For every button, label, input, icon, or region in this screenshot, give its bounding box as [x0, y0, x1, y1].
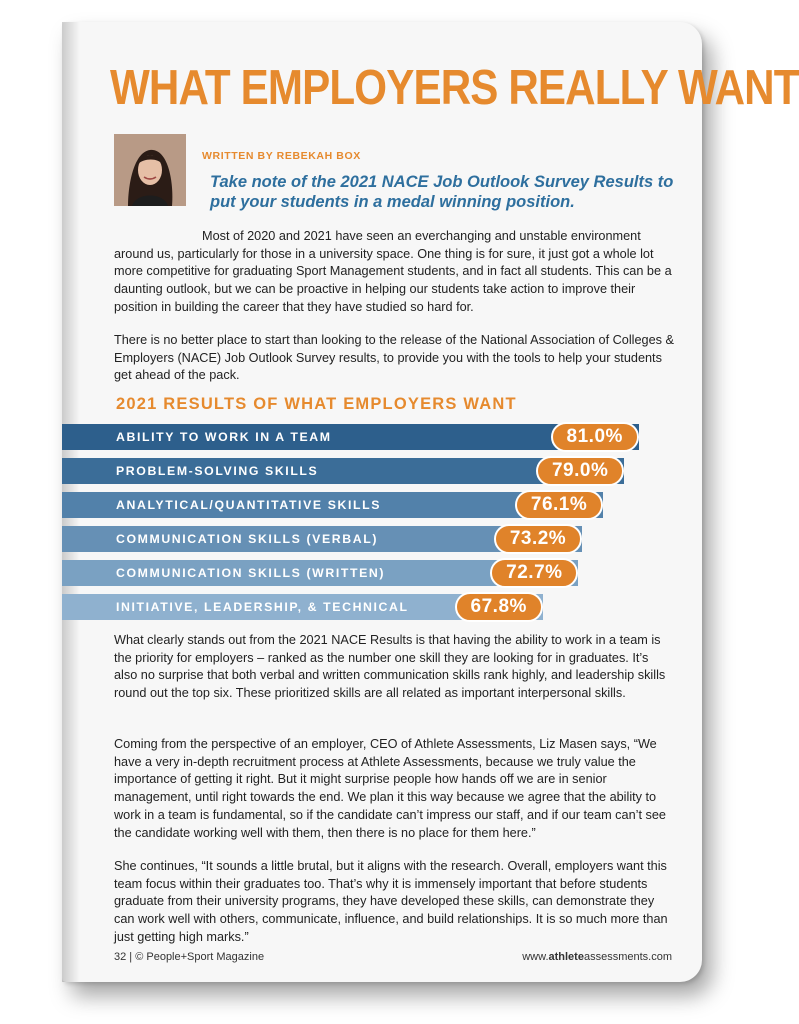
bar-label: COMMUNICATION SKILLS (WRITTEN) — [116, 566, 386, 580]
paragraph-text: She continues, “It sounds a little brutal, but it aligns with the research. Overall, employers want this team focus within their graduates too. That’s why it is immensely important that before students graduate from their university programs, they have developed these skills, can demonstrate they can work well with others, communicate, influence, and build relationships. It is so much more than just getting high marks.” — [114, 859, 668, 944]
bar-label: COMMUNICATION SKILLS (VERBAL) — [116, 532, 379, 546]
footer-page-credit: 32 | © People+Sport Magazine — [114, 951, 265, 963]
paragraph-nace — [114, 332, 674, 385]
bar-value-label: 81.0% — [551, 422, 639, 452]
footer-url-brand: athlete — [548, 951, 584, 963]
paragraph-text: Coming from the perspective of an employer, CEO of Athlete Assessments, Liz Masen says, “We have a very in-depth recruitment process at Athlete Assessments, because we truly value the importance of getting it right. But it might surprise people how hands off we are in senior management, until right towards the end. We plan it this way because we agree that the ability to work in a team is fundamental, so if the candidate can’t impress our staff, and if our team can’t see the candidate working well with them, then there is no place for them here.” — [114, 737, 666, 840]
bar-row — [62, 458, 624, 484]
author-portrait-icon — [114, 134, 186, 206]
paragraph-conclusion — [114, 858, 674, 947]
footer-url-prefix: www. — [522, 951, 549, 963]
bar-label: ABILITY TO WORK IN A TEAM — [116, 430, 332, 444]
bar-value-label: 76.1% — [515, 490, 603, 520]
bar-row — [62, 594, 543, 620]
chart-title: 2021 RESULTS OF WHAT EMPLOYERS WANT — [116, 395, 517, 413]
author-photo — [114, 134, 186, 206]
magazine-page — [62, 22, 799, 982]
bar-row — [62, 560, 578, 586]
bar-value-label: 67.8% — [455, 592, 543, 622]
paragraph-quote — [114, 736, 674, 842]
bar-label: INITIATIVE, LEADERSHIP, & TECHNICAL — [116, 600, 409, 614]
paragraph-text: There is no better place to start than looking to the release of the National Association of Colleges & Employers (NACE) Job Outlook Survey results, to provide you with the tools to help your students get ahead of the pack. — [114, 333, 674, 383]
bar-value-label: 79.0% — [536, 456, 624, 486]
bar-label: ANALYTICAL/QUANTITATIVE SKILLS — [116, 498, 382, 512]
paragraph-text: What clearly stands out from the 2021 NACE Results is that having the ability to work in a team is the priority for employers – ranked as the number one skill they are looking for in graduates. It’s also no surprise that both verbal and written communication skills rank highly, and leadership skills round out the top six. These prioritized skills are all related as important interpersonal skills. — [114, 633, 666, 701]
bar-row — [62, 424, 639, 450]
bar-value-label: 72.7% — [490, 558, 578, 588]
footer-website-link[interactable] — [522, 951, 672, 963]
bar-row — [62, 526, 582, 552]
paragraph-intro — [114, 228, 674, 317]
byline: WRITTEN BY REBEKAH BOX — [202, 150, 361, 162]
paragraph-analysis — [114, 632, 674, 703]
footer-url-suffix: assessments.com — [583, 951, 672, 963]
paragraph-text: Most of 2020 and 2021 have seen an everchanging and unstable environment around us, particularly for those in a university space. One thing is for sure, it just got a whole lot more competitive for graduating Sport Management students, and in fact all students. This can be a daunting outlook, but we can be proactive in helping our students take action to improve their position in building the career that they have studied so hard for. — [114, 229, 672, 314]
bar-label: PROBLEM-SOLVING SKILLS — [116, 464, 319, 478]
bar-row — [62, 492, 603, 518]
bar-value-label: 73.2% — [494, 524, 582, 554]
article-subtitle: Take note of the 2021 NACE Job Outlook Survey Results to put your students in a medal winning position. — [210, 173, 674, 211]
article-headline: WHAT EMPLOYERS REALLY WANT — [110, 61, 799, 115]
